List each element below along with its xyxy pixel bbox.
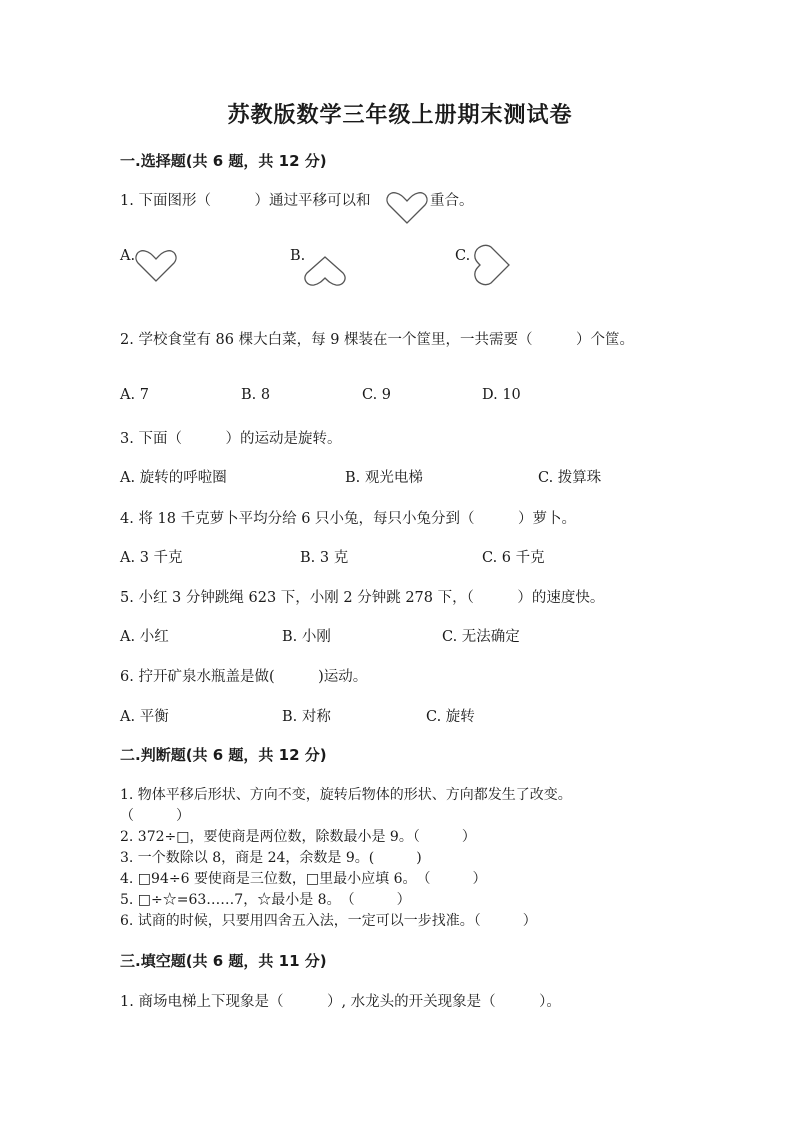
question-2-option-a: A. 7 bbox=[120, 387, 149, 403]
question-5-stem: 5. 小红 3 分钟跳绳 623 下，小刚 2 分钟跳 278 下，（ ）的速度快。 bbox=[120, 590, 605, 606]
question-4-stem: 4. 将 18 千克萝卜平均分给 6 只小兔，每只小兔分到（ ）萝卜。 bbox=[120, 511, 577, 527]
heart-outline-icon bbox=[386, 190, 428, 226]
question-3-option-b: B. 观光电梯 bbox=[345, 470, 423, 486]
question-2-option-b: B. 8 bbox=[241, 387, 271, 403]
question-4-option-b: B. 3 克 bbox=[300, 550, 349, 566]
question-2-option-d: D. 10 bbox=[482, 387, 521, 403]
page-title: 苏教版数学三年级上册期末测试卷 bbox=[227, 103, 573, 128]
question-6-option-b: B. 对称 bbox=[282, 709, 331, 725]
question-1-option-c-label: C. bbox=[455, 248, 471, 264]
judge-item-4: 4. □94÷6 要使商是三位数，□里最小应填 6。 （ ） bbox=[120, 871, 487, 887]
question-1-option-b-label: B. bbox=[290, 248, 306, 264]
section-heading-choice: 一.选择题(共 6 题，共 12 分) bbox=[120, 152, 327, 170]
question-6-option-c: C. 旋转 bbox=[426, 709, 475, 725]
question-5-option-b: B. 小刚 bbox=[282, 629, 331, 645]
question-1-stem-part2: 重合。 bbox=[430, 193, 474, 209]
question-6-stem: 6. 拧开矿泉水瓶盖是做( )运动。 bbox=[120, 669, 368, 685]
question-3-option-c: C. 拨算珠 bbox=[538, 470, 602, 486]
question-6-option-a: A. 平衡 bbox=[120, 709, 169, 725]
heart-outline-icon bbox=[304, 254, 346, 288]
question-2-stem: 2. 学校食堂有 86 棵大白菜，每 9 棵装在一个筐里，一共需要（ ）个筐。 bbox=[120, 332, 635, 348]
judge-item-5: 5. □÷☆=63……7，☆最小是 8。 （ ） bbox=[120, 892, 411, 908]
section-heading-judge: 二.判断题(共 6 题，共 12 分) bbox=[120, 746, 327, 764]
question-2-option-c: C. 9 bbox=[362, 387, 392, 403]
judge-item-1-answer-blank: （ ） bbox=[120, 808, 190, 824]
heart-outline-icon bbox=[135, 248, 177, 284]
judge-item-2: 2. 372÷□，要使商是两位数，除数最小是 9。（ ） bbox=[120, 829, 476, 845]
question-3-option-a: A. 旋转的呼啦圈 bbox=[120, 470, 227, 486]
question-5-option-a: A. 小红 bbox=[120, 629, 169, 645]
question-5-option-c: C. 无法确定 bbox=[442, 629, 520, 645]
question-3-stem: 3. 下面（ ）的运动是旋转。 bbox=[120, 431, 342, 447]
question-4-option-a: A. 3 千克 bbox=[120, 550, 183, 566]
question-1-option-a-label: A. bbox=[120, 248, 136, 264]
judge-item-3: 3. 一个数除以 8，商是 24，余数是 9。( ) bbox=[120, 850, 422, 866]
section-heading-fill: 三.填空题(共 6 题，共 11 分) bbox=[120, 952, 327, 970]
judge-item-1: 1. 物体平移后形状、方向不变，旋转后物体的形状、方向都发生了改变。 bbox=[120, 787, 572, 803]
judge-item-6: 6. 试商的时候，只要用四舍五入法，一定可以一步找准。（ ） bbox=[120, 913, 537, 929]
question-4-option-c: C. 6 千克 bbox=[482, 550, 545, 566]
fill-item-1: 1. 商场电梯上下现象是（ ）, 水龙头的开关现象是（ ）。 bbox=[120, 994, 561, 1010]
question-1-stem-part1: 1. 下面图形（ ）通过平移可以和 bbox=[120, 193, 371, 209]
heart-outline-icon bbox=[470, 244, 512, 286]
